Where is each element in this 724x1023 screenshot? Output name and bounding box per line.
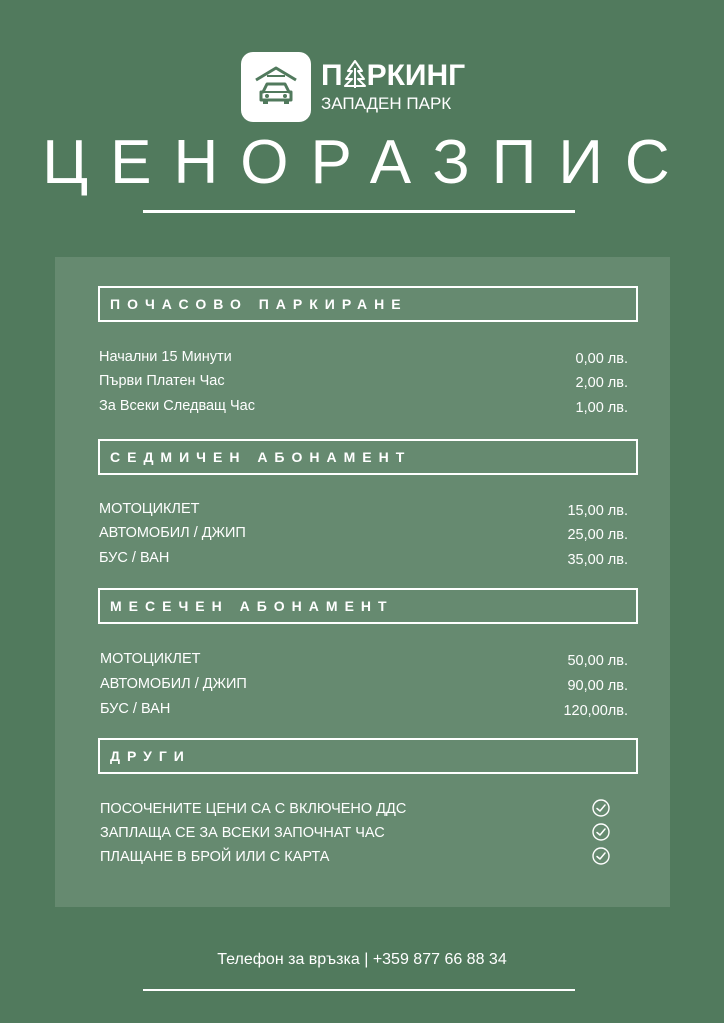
price-value: 90,00 лв. bbox=[567, 678, 628, 694]
logo bbox=[241, 52, 481, 124]
price-value: 2,00 лв. bbox=[575, 375, 628, 391]
price-value: 50,00 лв. bbox=[567, 653, 628, 669]
price-row bbox=[99, 547, 628, 569]
price-row bbox=[100, 648, 628, 670]
info-row bbox=[100, 846, 629, 868]
price-label: БУС / ВАН bbox=[100, 701, 171, 717]
price-row bbox=[99, 395, 628, 417]
logo-title bbox=[321, 60, 465, 92]
price-value: 15,00 лв. bbox=[567, 503, 628, 519]
page-title: ЦЕНОРАЗПИС bbox=[42, 128, 692, 197]
check-circle-icon bbox=[592, 799, 610, 817]
check-circle-icon bbox=[592, 847, 610, 865]
price-row bbox=[100, 698, 628, 720]
price-label: МОТОЦИКЛЕТ bbox=[100, 651, 201, 667]
logo-title-first-letter: П bbox=[321, 59, 343, 92]
price-value: 35,00 лв. bbox=[567, 552, 628, 568]
price-row bbox=[99, 346, 628, 368]
price-label: АВТОМОБИЛ / ДЖИП bbox=[100, 676, 247, 692]
check-circle-icon bbox=[592, 823, 610, 841]
info-label: ПЛАЩАНЕ В БРОЙ ИЛИ С КАРТА bbox=[100, 849, 330, 865]
logo-subtitle: ЗАПАДЕН ПАРК bbox=[321, 94, 452, 113]
price-value: 1,00 лв. bbox=[575, 400, 628, 416]
section-heading-weekly: СЕДМИЧЕН АБОНАМЕНТ bbox=[98, 439, 638, 475]
title-divider bbox=[143, 210, 575, 213]
price-value: 0,00 лв. bbox=[575, 351, 628, 367]
logo-title-rest: РКИНГ bbox=[366, 59, 466, 92]
contact-phone: Телефон за връзка | +359 877 66 88 34 bbox=[217, 951, 507, 968]
price-label: Първи Платен Час bbox=[99, 373, 225, 389]
info-label: ПОСОЧЕНИТЕ ЦЕНИ СА С ВКЛЮЧЕНО ДДС bbox=[100, 801, 407, 817]
footer-divider bbox=[143, 989, 575, 991]
section-heading-hourly: ПОЧАСОВО ПАРКИРАНЕ bbox=[98, 286, 638, 322]
garage-car-icon bbox=[241, 52, 311, 122]
section-heading-other: ДРУГИ bbox=[98, 738, 638, 774]
price-value: 120,00лв. bbox=[563, 703, 628, 719]
price-row bbox=[100, 673, 628, 695]
price-label: БУС / ВАН bbox=[99, 550, 170, 566]
price-row bbox=[99, 498, 628, 520]
price-label: МОТОЦИКЛЕТ bbox=[99, 501, 200, 517]
info-row bbox=[100, 822, 629, 844]
info-label: ЗАПЛАЩА СЕ ЗА ВСЕКИ ЗАПОЧНАТ ЧАС bbox=[100, 825, 385, 841]
pine-tree-icon bbox=[343, 60, 367, 88]
price-label: За Всеки Следващ Час bbox=[99, 398, 255, 414]
price-label: Начални 15 Минути bbox=[99, 349, 232, 365]
info-row bbox=[100, 798, 629, 820]
price-row bbox=[99, 370, 628, 392]
section-heading-monthly: МЕСЕЧЕН АБОНАМЕНТ bbox=[98, 588, 638, 624]
price-row bbox=[99, 522, 628, 544]
price-value: 25,00 лв. bbox=[567, 527, 628, 543]
price-label: АВТОМОБИЛ / ДЖИП bbox=[99, 525, 246, 541]
